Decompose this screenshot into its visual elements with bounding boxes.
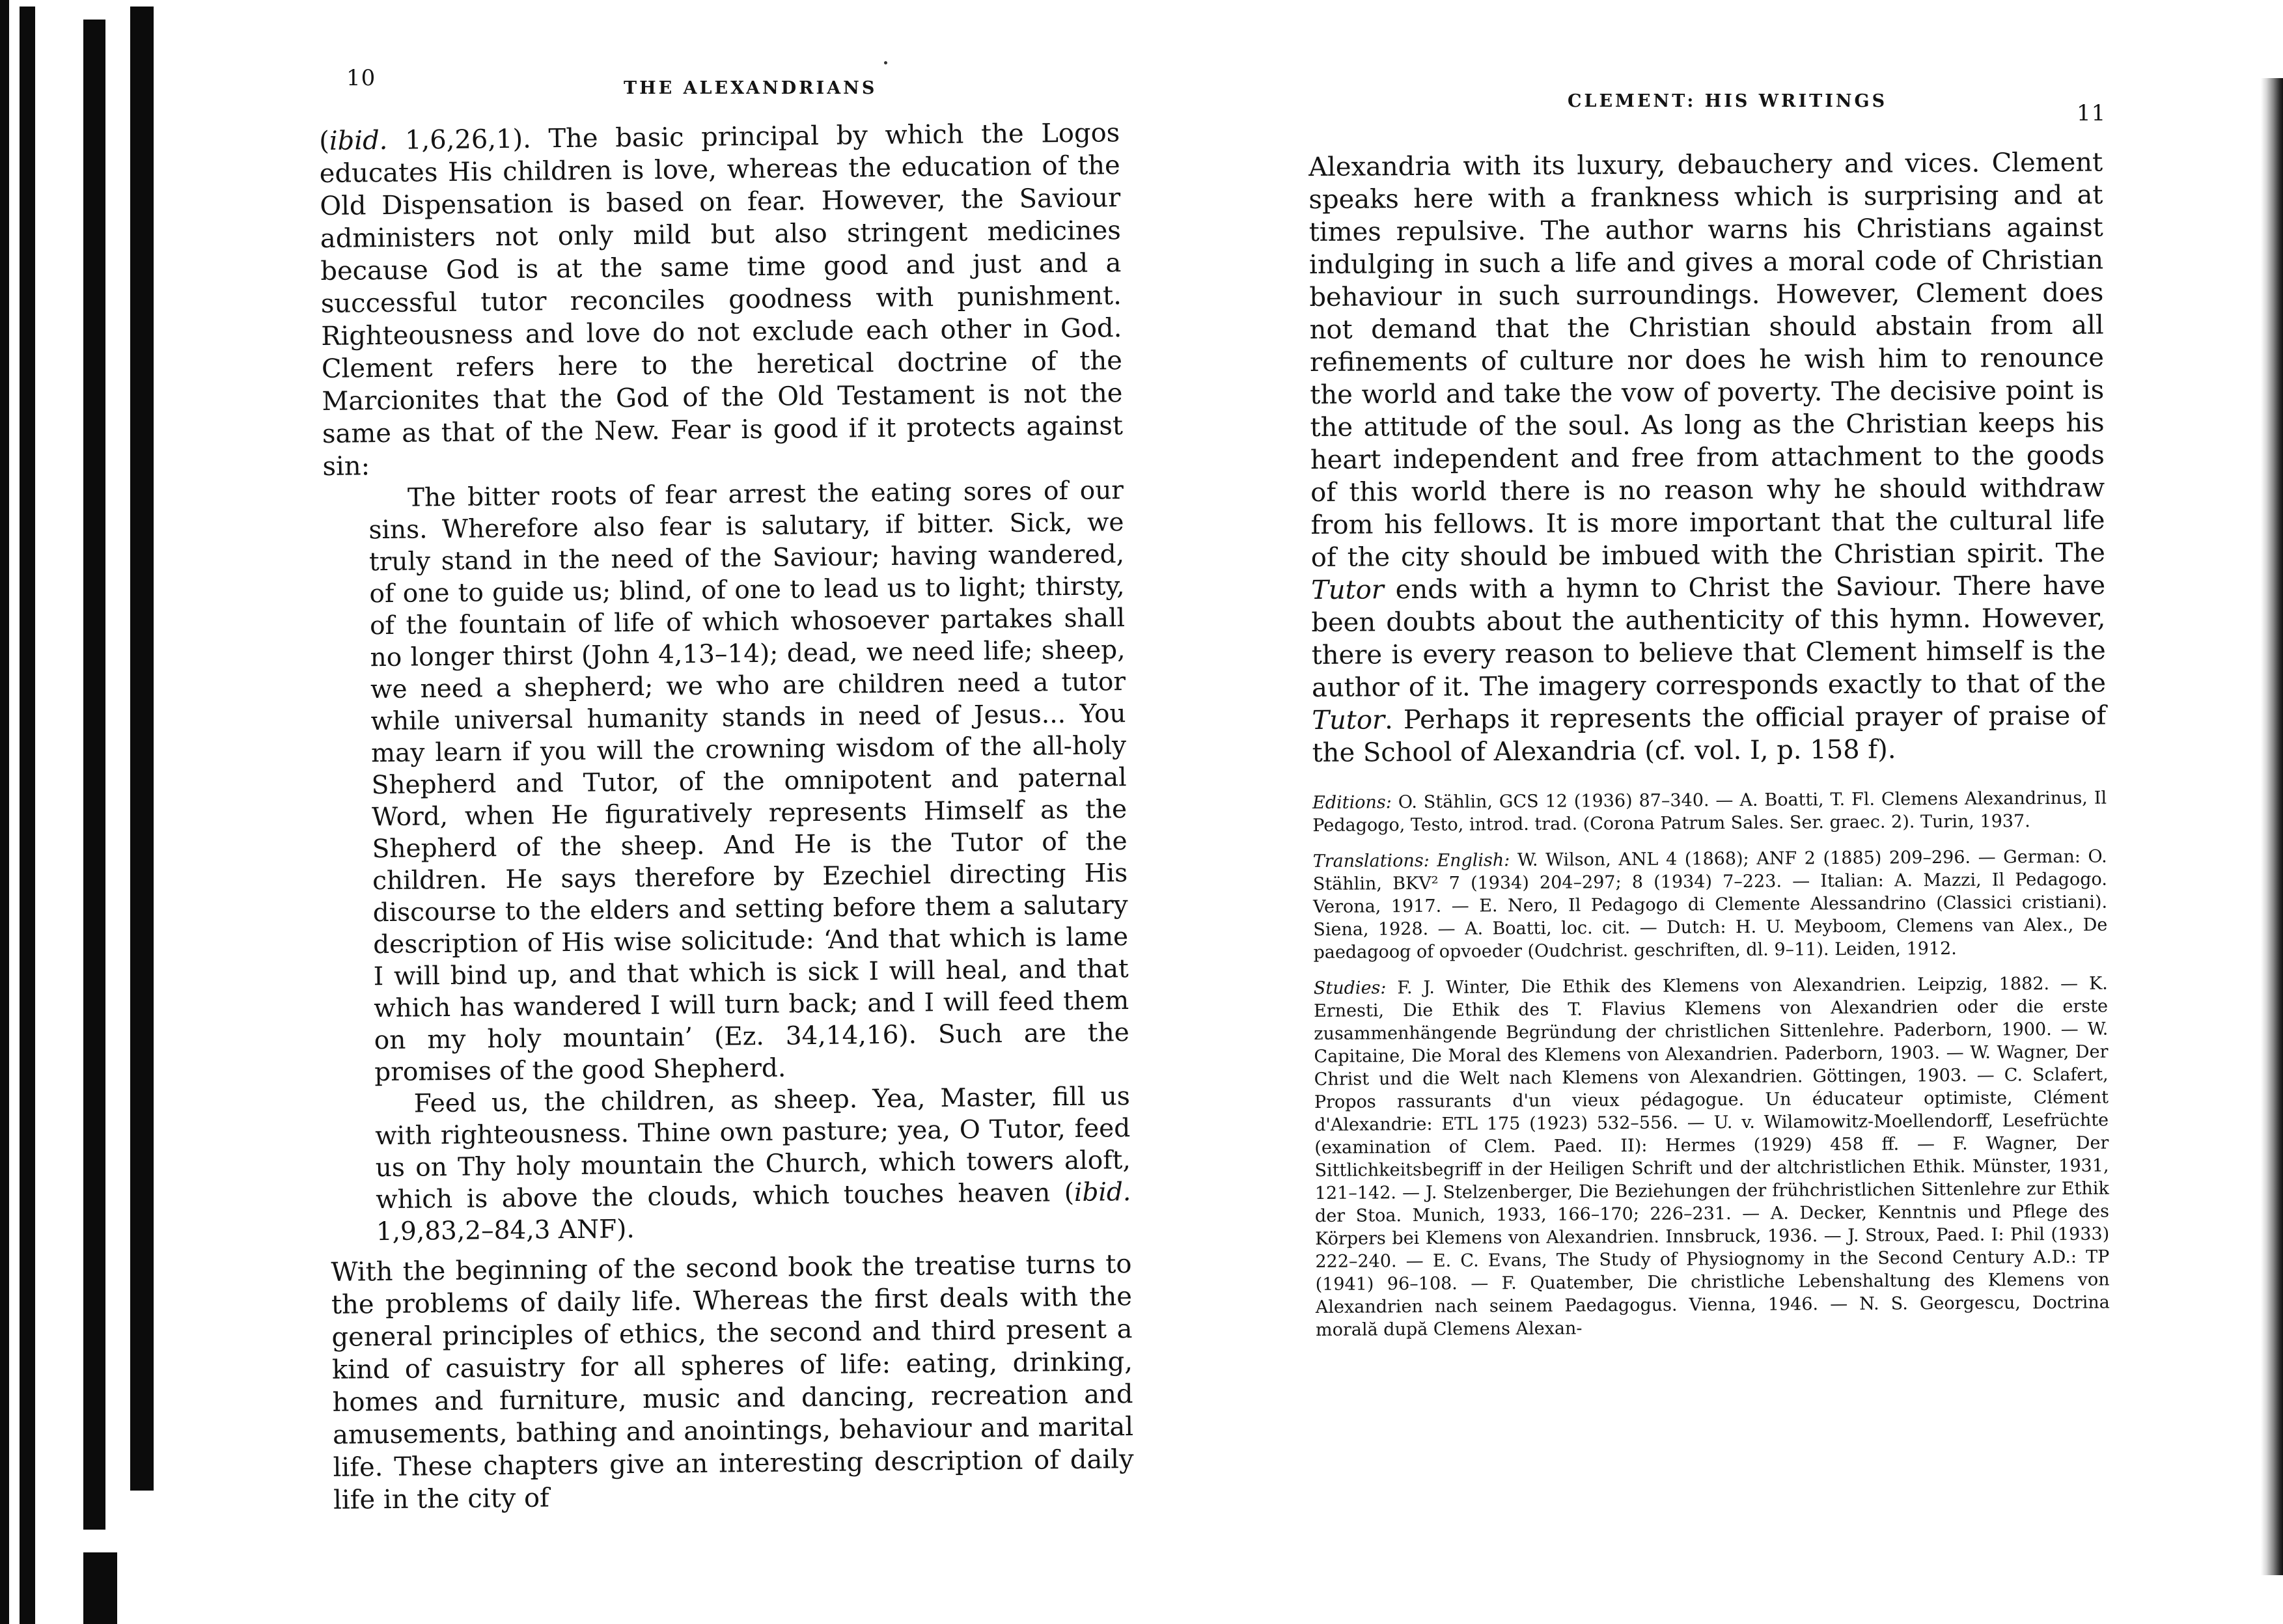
block-quote [375, 1080, 1132, 1248]
running-head: THE ALEXANDRIANS [624, 78, 878, 98]
right-page [1295, 91, 2142, 1556]
quote-text: Feed us, the children, as sheep. Yea, Master, fill us with righteousness. Thine own pasture; yea, O Tutor, feed us on Thy holy mountain the Church, which towers aloft, which is above the clouds, which touches heaven ( [375, 1082, 1131, 1215]
emphasis: Tutor [1310, 575, 1384, 605]
studies-note [1314, 972, 2110, 1342]
scan-edge-bar [20, 7, 35, 1624]
page-number: 11 [2077, 100, 2107, 126]
left-page [306, 65, 1152, 1562]
scan-edge-bar [0, 0, 9, 1624]
translations-note [1313, 846, 2108, 964]
scan-edge-bar [83, 1552, 117, 1624]
running-head: CLEMENT: HIS WRITINGS [1568, 91, 1888, 111]
scan-right-edge [2261, 78, 2283, 1575]
scan-edge-bar [130, 7, 154, 1491]
emphasis: ibid. [329, 125, 388, 156]
paragraph-text: 1,6,26,1). The basic principal by which the Logos educates His children is love, whereas the education of the Old Dispensation is based on fear. However, the Saviour administers not only mild but also stringent medicines because God is at the same time good and just and a successful tutor reconciles goodness with punishment. Righteousness and love do not exclude each other in God. Clement refers here to the heretical doctrine of the Marcionites that the God of the Old Testament is not the same as that of the New. Fear is good if it protects against sin: [319, 118, 1124, 482]
paragraph-text: Alexandria with its luxury, debauchery and vices. Clement speaks here with a frankness which is surprising and at times repulsive. The author warns his Christians against indulging in such a life and gives a moral code of Christian behaviour in such surroundings. However, Clement does not demand that the Christian should abstain from all refinements of culture nor does he wish him to renounce the world and take the vow of poverty. The decisive point is the attitude of the soul. As long as the Christian keeps his heart independent and free from attachment to the goods of this world there is no reason why he should withdraw from his fellows. It is more important that the cultural life of the city should be imbued with the Christian spirit. The [1308, 147, 2105, 573]
paragraph-text: . Perhaps it represents the official prayer of praise of the School of Alexandria (cf. vol. I, p. 158 f). [1312, 700, 2107, 768]
paragraph [1308, 146, 2107, 769]
ink-speck [884, 61, 887, 64]
emphasis: Tutor [1312, 705, 1385, 736]
right-text-block [1308, 146, 2110, 1355]
quote-reference: 1,9,83,2–84,3 ANF). [376, 1215, 635, 1247]
note-label: Editions: [1312, 792, 1392, 813]
paragraph-text: ends with a hymn to Christ the Saviour. There have been doubts about the authenticity of this hymn. However, there is every reason to believe that Clement himself is the author of it. The imagery corresponds exactly to that of the [1311, 570, 2107, 703]
emphasis: ibid. [1073, 1177, 1131, 1207]
left-text-block [319, 117, 1134, 1517]
scan-edge-bar [83, 20, 105, 1530]
note-text: F. J. Winter, Die Ethik des Klemens von Alexandrien. Leipzig, 1882. — K. Ernesti, Die Ethik des T. Flavius Klemens von Alexandrien oder die erste zusammenhängende Begründung der christlichen Sittenlehre. Paderborn, 1900. — W. Capitaine, Die Moral des Klemens von Alexandrien. Paderborn, 1903. — W. Wagner, Der Christ und die Welt nach Klemens von Alexandrien. Göttingen, 1903. — C. Sclafert, Propos rassurants d'un vieux pédagogue. Un éducateur optimiste, Clément d'Alexandrie: ETL 175 (1923) 532–556. — U. v. Wilamowitz-Moellendorff, Lesefrüchte (examination of Clem. Paed. II): Hermes (1929) 458 ff. — F. Wagner, Der Sittlichkeitsbegriff in der Heiligen Schrift und der altchristlichen Ethik. Münster, 1931, 121–142. — J. Stelzenberger, Die Beziehungen der frühchristlichen Sittenlehre zur Ethik der Stoa. Munich, 1933, 166–170; 226–231. — A. Decker, Kenntnis und Pflege des Körpers bei Klemens von Alexandrien. Innsbruck, 1936. — J. Stroux, Paed. I: Phil (1933) 222–240. — E. C. Evans, The Study of Physiognomy in the Second Century A.D.: TP (1941) 96–108. — F. Quatember, Die christliche Lebenshaltung des Klemens von Alexandrien nach seinem Paedagogus. Vienna, 1946. — N. S. Georgescu, Doctrina morală după Clemens Alexan- [1313, 973, 2110, 1340]
note-text: W. Wilson, ANL 4 (1868); ANF 2 (1885) 209–296. — German: O. Stählin, BKV² 7 (1934) 204–297; 8 (1934) 7–223. — Italian: A. Mazzi, Il Pedagogo. Verona, 1917. — E. Nero, Il Pedagogo di Clemente Alessandrino (Classici cristiani). Siena, 1928. — A. Boatti, loc. cit. — Dutch: H. U. Meyboom, Clemens van Alex., De paedagoog of opvoeder (Oudchrist. geschriften, dl. 9–11). Leiden, 1912. [1312, 846, 2108, 963]
block-quote: The bitter roots of fear arrest the eating sores of our sins. Wherefore also fear is salutary, if bitter. Sick, we truly stand in the need of the Saviour; having wandered, of one to guide us; blind, of one to lead us to light; thirsty, of the fountain of life of which whosoever partakes shall no longer thirst (John 4,13–14); dead, we need life; sheep, we need a shepherd; we who are children need a tutor while universal humanity stands in need of Jesus... You may learn if you will the crowning wisdom of the all-holy Shepherd and Tutor, of the omnipotent and paternal Word, when He figuratively represents Himself as the Shepherd of the sheep. And He is the Tutor of the children. He says therefore by Ezechiel directing His discourse to the elders and setting before them a salutary description of His wise solicitude: ‘And that which is lame I will bind up, and that which is sick I will heal, and that which has wandered I will turn back; and I will feed them on my holy mountain’ (Ez. 34,14,16). Such are the promises of the good Shepherd. [368, 476, 1129, 1088]
note-text: O. Stählin, GCS 12 (1936) 87–340. — A. Boatti, T. Fl. Clemens Alexandrinus, Il Pedagogo, Testo, introd. trad. (Corona Patrum Sales. Ser. graec. 2). Turin, 1937. [1312, 788, 2107, 836]
paragraph: With the beginning of the second book the treatise turns to the problems of daily life. Whereas the first deals with the general principles of ethics, the second and third present a kind of casuistry for all spheres of life: eating, drinking, homes and furniture, music and dancing, recreation and amusements, bathing and anointings, behaviour and marital life. These chapters give an interesting description of daily life in the city of [331, 1249, 1134, 1515]
page-number: 10 [346, 65, 376, 91]
editions-note [1312, 787, 2107, 837]
note-label: Translations: English: [1312, 850, 1510, 872]
note-label: Studies: [1313, 978, 1387, 998]
paragraph: (ibid. 1,6,26,1). The basic principal by which the Logos educates His children is love, whereas the education of the Old Dispensation is based on fear. However, the Saviour administers not only mild but also stringent medicines because God is at the same time good and just and a successful tutor reconciles goodness with punishment. Righteousness and love do not exclude each other in God. Clement refers here to the heretical doctrine of the Marcionites that the God of the Old Testament is not the same as that of the New. Fear is good if it protects against sin: [319, 118, 1124, 482]
